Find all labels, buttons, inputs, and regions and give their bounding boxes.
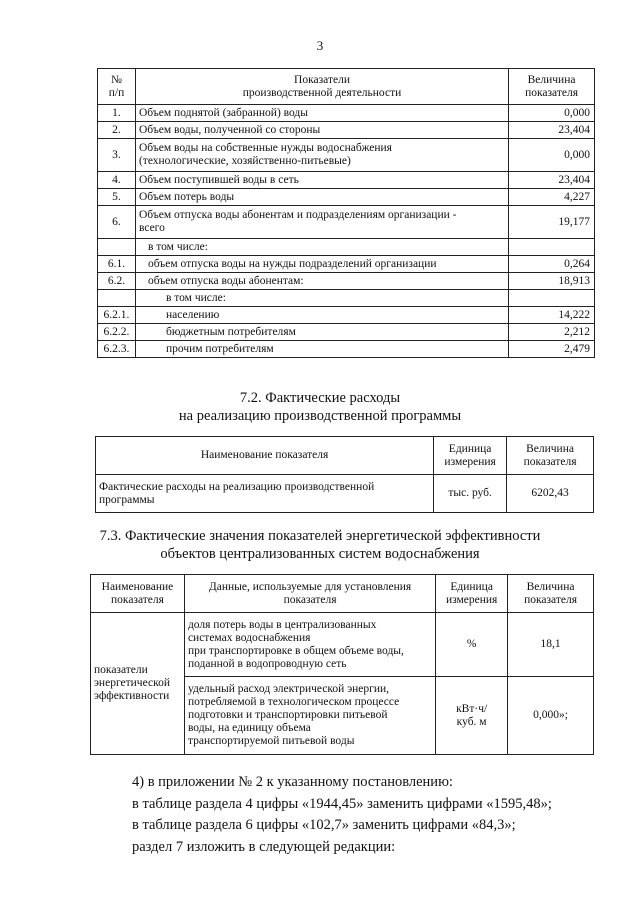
table-row — [96, 475, 594, 513]
row-value: 0,000 — [509, 139, 595, 172]
expenses-header-unit: Единица измерения — [434, 437, 507, 475]
energy-header-data: Данные, используемые для установления показателя — [184, 575, 435, 613]
table-row — [98, 341, 595, 358]
energy-unit: % — [436, 613, 508, 677]
expenses-header-value: Величина показателя — [507, 437, 594, 475]
table-row — [98, 290, 595, 307]
row-value: 23,404 — [509, 172, 595, 189]
row-name: Объем поступившей воды в сеть — [135, 172, 508, 189]
energy-unit: кВт·ч/ куб. м — [436, 677, 508, 755]
row-num: 6.2. — [98, 273, 136, 290]
row-num — [98, 239, 136, 256]
row-value: 2,479 — [509, 341, 595, 358]
row-name: в том числе: — [135, 239, 508, 256]
table1-header-num: № п/п — [98, 69, 136, 105]
energy-data: удельный расход электрической энергии, потребляемой в технологическом процессе подготовки и транспортировки питьевой воды, на единицу объема транспортируемой питьевой воды — [184, 677, 435, 755]
section-7-2-title-line2: на реализацию производственной программы — [178, 408, 462, 424]
table-row — [98, 172, 595, 189]
amendment-paragraph: в таблице раздела 6 цифры «102,7» заменить цифрами «84,3»; — [132, 817, 516, 833]
section-7-2-title-line1: 7.2. Фактические расходы — [239, 390, 401, 406]
row-value — [509, 239, 595, 256]
table-row — [98, 307, 595, 324]
row-value: 23,404 — [509, 122, 595, 139]
row-name: Объем потерь воды — [135, 189, 508, 206]
energy-header-unit: Единица измерения — [436, 575, 508, 613]
row-num — [98, 290, 136, 307]
amendment-paragraph: в таблице раздела 4 цифры «1944,45» заменить цифрами «1595,48»; — [132, 796, 552, 812]
energy-header-value: Величина показателя — [508, 575, 594, 613]
row-name: прочим потребителям — [135, 341, 508, 358]
energy-header-name: Наименование показателя — [91, 575, 185, 613]
section-7-3-title — [0, 527, 640, 563]
production-indicators-table — [97, 68, 595, 358]
row-num: 6.2.1. — [98, 307, 136, 324]
table-row — [98, 206, 595, 239]
row-num: 6. — [98, 206, 136, 239]
row-name: объем отпуска воды абонентам: — [135, 273, 508, 290]
row-num: 3. — [98, 139, 136, 172]
row-name: Объем поднятой (забранной) воды — [135, 105, 508, 122]
expenses-header-name: Наименование показателя — [96, 437, 434, 475]
energy-group-name: показатели энергетической эффективности — [91, 613, 185, 755]
energy-value: 0,000»; — [508, 677, 594, 755]
table-row — [98, 273, 595, 290]
table-row — [98, 324, 595, 341]
row-name: Объем воды на собственные нужды водоснабжения (технологические, хозяйственно-питьевые) — [135, 139, 508, 172]
row-value: 19,177 — [509, 206, 595, 239]
row-value: 2,212 — [509, 324, 595, 341]
row-num: 6.2.2. — [98, 324, 136, 341]
expenses-unit: тыс. руб. — [434, 475, 507, 513]
expenses-value: 6202,43 — [507, 475, 594, 513]
row-value: 18,913 — [509, 273, 595, 290]
section-7-2-title — [0, 389, 640, 425]
table1-header-value: Величина показателя — [509, 69, 595, 105]
row-name: Объем воды, полученной со стороны — [135, 122, 508, 139]
table-row — [98, 139, 595, 172]
table1-header-indicator: Показатели производственной деятельности — [135, 69, 508, 105]
row-num: 1. — [98, 105, 136, 122]
table-row — [98, 256, 595, 273]
row-name: в том числе: — [135, 290, 508, 307]
amendment-paragraph: раздел 7 изложить в следующей редакции: — [132, 839, 396, 855]
table-row — [98, 122, 595, 139]
row-value — [509, 290, 595, 307]
energy-data: доля потерь воды в централизованных системах водоснабжения при транспортировке в общем объеме воды, поданной в водопроводную сеть — [184, 613, 435, 677]
row-name: бюджетным потребителям — [135, 324, 508, 341]
section-7-3-title-line2: объектов централизованных систем водоснабжения — [160, 546, 480, 562]
expenses-table — [95, 436, 594, 513]
page-number: 3 — [316, 38, 324, 53]
row-num: 6.1. — [98, 256, 136, 273]
row-num: 4. — [98, 172, 136, 189]
row-value: 14,222 — [509, 307, 595, 324]
row-num: 5. — [98, 189, 136, 206]
energy-value: 18,1 — [508, 613, 594, 677]
amendment-paragraph: 4) в приложении № 2 к указанному постановлению: — [132, 774, 453, 790]
row-value: 0,000 — [509, 105, 595, 122]
row-value: 0,264 — [509, 256, 595, 273]
table-row — [91, 613, 594, 677]
row-value: 4,227 — [509, 189, 595, 206]
row-name: объем отпуска воды на нужды подразделений организации — [135, 256, 508, 273]
table-row — [98, 189, 595, 206]
row-name: Объем отпуска воды абонентам и подразделениям организации - всего — [135, 206, 508, 239]
table-row — [98, 105, 595, 122]
row-num: 2. — [98, 122, 136, 139]
energy-efficiency-table — [90, 574, 594, 755]
row-name: населению — [135, 307, 508, 324]
expenses-name: Фактические расходы на реализацию производственной программы — [96, 475, 434, 513]
section-7-3-title-line1: 7.3. Фактические значения показателей энергетической эффективности — [99, 528, 541, 544]
table-row — [98, 239, 595, 256]
row-num: 6.2.3. — [98, 341, 136, 358]
